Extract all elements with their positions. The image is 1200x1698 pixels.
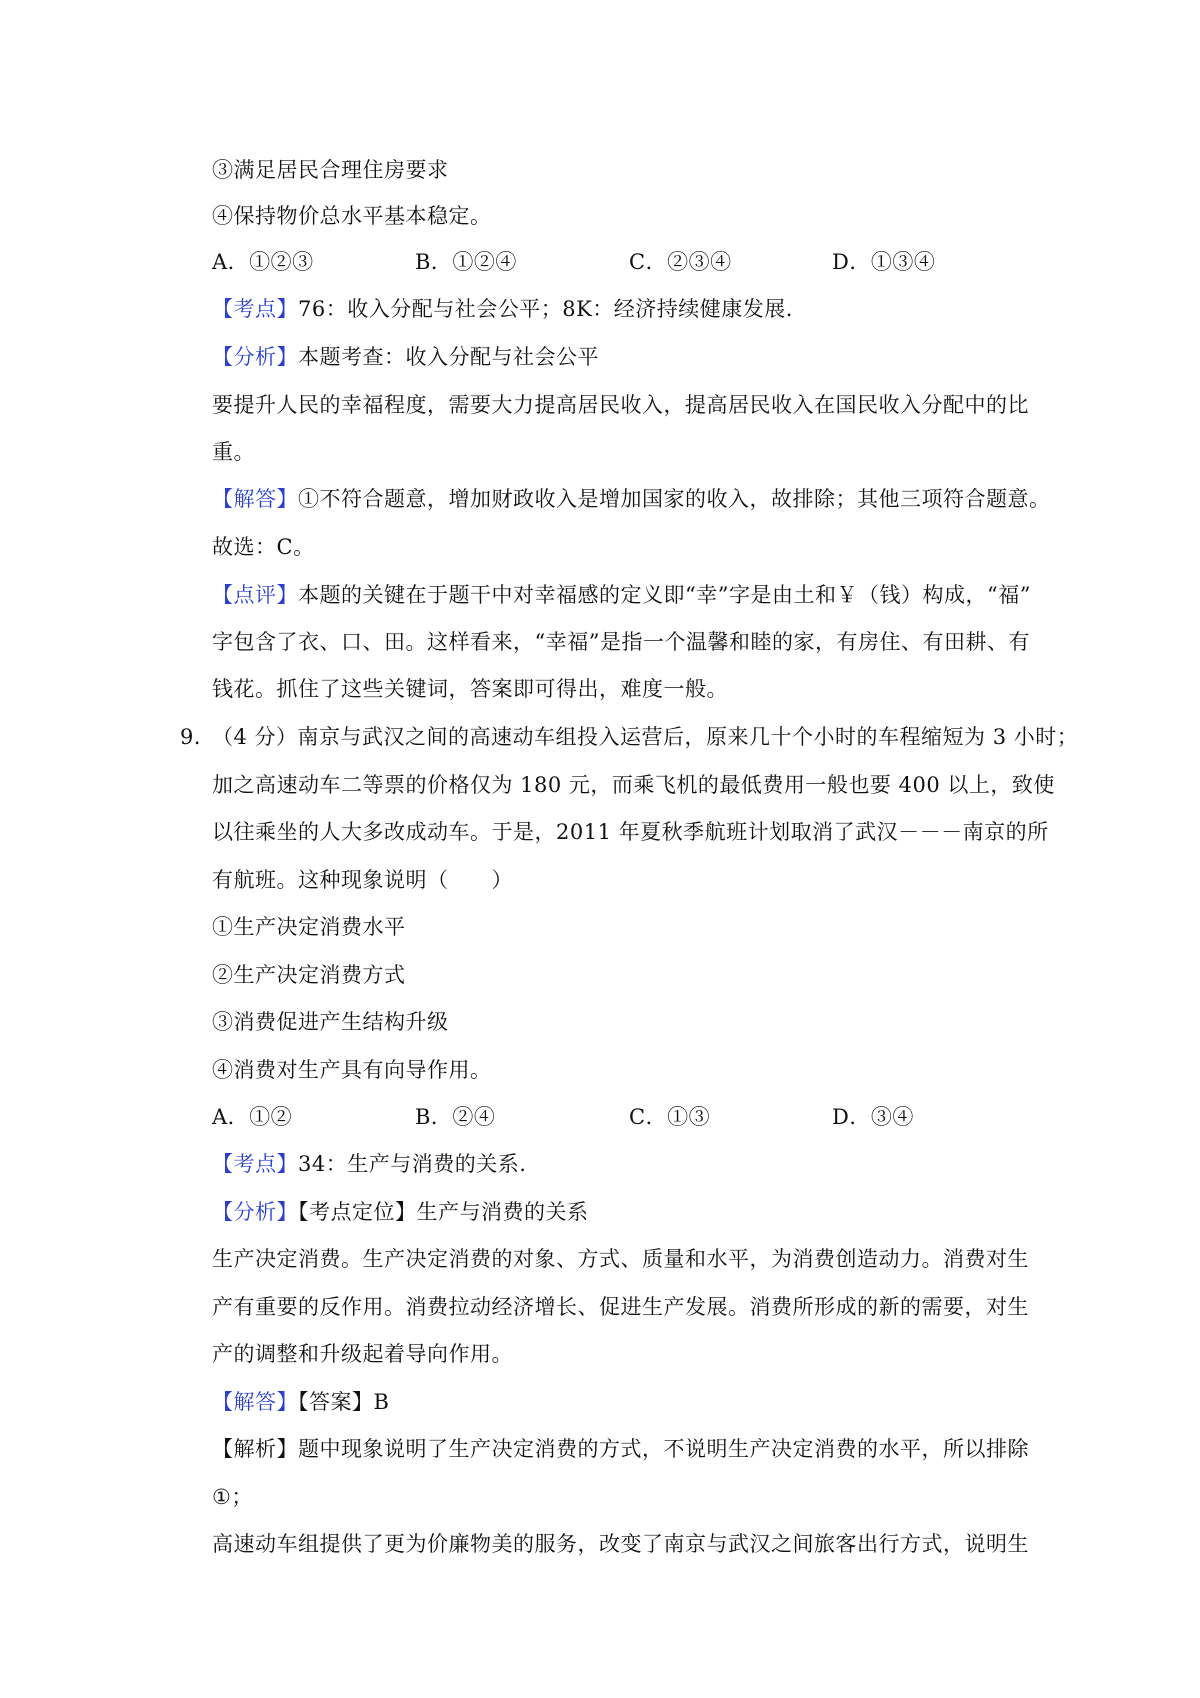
kaodian-tag: 【考点】 <box>212 1152 298 1176</box>
q8-dianping <box>212 581 1031 609</box>
q8-fenxi-text: 本题考查：收入分配与社会公平 <box>298 345 599 369</box>
q9-jiexi: 【解析】题中现象说明了生产决定消费的方式，不说明生产决定消费的水平，所以排除 <box>212 1437 1029 1461</box>
q9-fenxi-line-1: 生产决定消费。生产决定消费的对象、方式、质量和水平，为消费创造动力。消费对生 <box>212 1247 1029 1271</box>
q9-option-a: A．①② <box>212 1105 293 1129</box>
q8-option-c: C．②③④ <box>629 250 732 274</box>
q9-option-d: D．③④ <box>832 1105 914 1129</box>
jieda-tag: 【解答】 <box>212 1390 298 1414</box>
fenxi-tag: 【分析】 <box>212 1200 298 1224</box>
q9-number: 9． <box>180 725 216 749</box>
q8-options <box>212 248 972 276</box>
q9-fenxi <box>212 1198 589 1226</box>
fenxi-tag: 【分析】 <box>212 345 298 369</box>
kaodian-tag: 【考点】 <box>212 297 298 321</box>
q8-dianping-text: 本题的关键在于题干中对幸福感的定义即“幸”字是由土和￥（钱）构成，“福” <box>298 583 1031 607</box>
q8-jieda-line-2: 故选：C。 <box>212 535 315 559</box>
jieda-tag: 【解答】 <box>212 487 298 511</box>
q9-stem-line-2: 加之高速动车二等票的价格仅为 180 元，而乘飞机的最低费用一般也要 400 以上，致使 <box>212 773 1055 797</box>
q8-jieda-text: ①不符合题意，增加财政收入是增加国家的收入，故排除；其他三项符合题意。 <box>298 487 1051 511</box>
q8-option-d: D．①③④ <box>832 250 936 274</box>
q8-statement-4: ④保持物价总水平基本稳定。 <box>212 204 492 228</box>
q8-jieda <box>212 485 1051 513</box>
q9-jiexi-line-3: 高速动车组提供了更为价廉物美的服务，改变了南京与武汉之间旅客出行方式，说明生 <box>212 1532 1029 1556</box>
q9-fenxi-line-3: 产的调整和升级起着导向作用。 <box>212 1342 513 1366</box>
q9-stem-line-1: （4 分）南京与武汉之间的高速动车组投入运营后，原来几十个小时的车程缩短为 3 小时； <box>212 725 1079 749</box>
q8-option-b: B．①②④ <box>415 250 517 274</box>
q8-kaodian <box>212 295 793 323</box>
q8-kaodian-text: 76：收入分配与社会公平；8K：经济持续健康发展. <box>298 297 793 321</box>
q8-fenxi-line-1: 要提升人民的幸福程度，需要大力提高居民收入，提高居民收入在国民收入分配中的比 <box>212 393 1029 417</box>
q9-statement-1: ①生产决定消费水平 <box>212 915 406 939</box>
q9-jieda <box>212 1388 389 1416</box>
q9-kaodian-text: 34：生产与消费的关系. <box>298 1152 527 1176</box>
q8-fenxi-line-2: 重。 <box>212 440 255 464</box>
q9-statement-3: ③消费促进产生结构升级 <box>212 1010 449 1034</box>
q9-statement-4: ④消费对生产具有向导作用。 <box>212 1058 492 1082</box>
dianping-tag: 【点评】 <box>212 583 298 607</box>
q8-statement-3: ③满足居民合理住房要求 <box>212 158 449 182</box>
q9-jieda-text: 【答案】B <box>298 1390 390 1414</box>
q9-option-c: C．①③ <box>629 1105 711 1129</box>
q9-fenxi-text: 【考点定位】生产与消费的关系 <box>298 1200 589 1224</box>
q9-stem-line-4: 有航班。这种现象说明（ ） <box>212 868 513 892</box>
q9-jiexi-line-2: ①； <box>212 1485 253 1509</box>
q8-fenxi <box>212 343 599 371</box>
q8-dianping-line-2: 字包含了衣、口、田。这样看来，“幸福”是指一个温馨和睦的家，有房住、有田耕、有 <box>212 630 1030 654</box>
q9-fenxi-line-2: 产有重要的反作用。消费拉动经济增长、促进生产发展。消费所形成的新的需要，对生 <box>212 1295 1029 1319</box>
q9-kaodian <box>212 1150 526 1178</box>
q9-stem-line-3: 以往乘坐的人大多改成动车。于是，2011 年夏秋季航班计划取消了武汉－－－南京的所 <box>212 820 1049 844</box>
q9-statement-2: ②生产决定消费方式 <box>212 963 406 987</box>
q9-options <box>212 1103 972 1131</box>
q9-option-b: B．②④ <box>415 1105 496 1129</box>
q8-option-a: A．①②③ <box>212 250 314 274</box>
q8-dianping-line-3: 钱花。抓住了这些关键词，答案即可得出，难度一般。 <box>212 677 728 701</box>
